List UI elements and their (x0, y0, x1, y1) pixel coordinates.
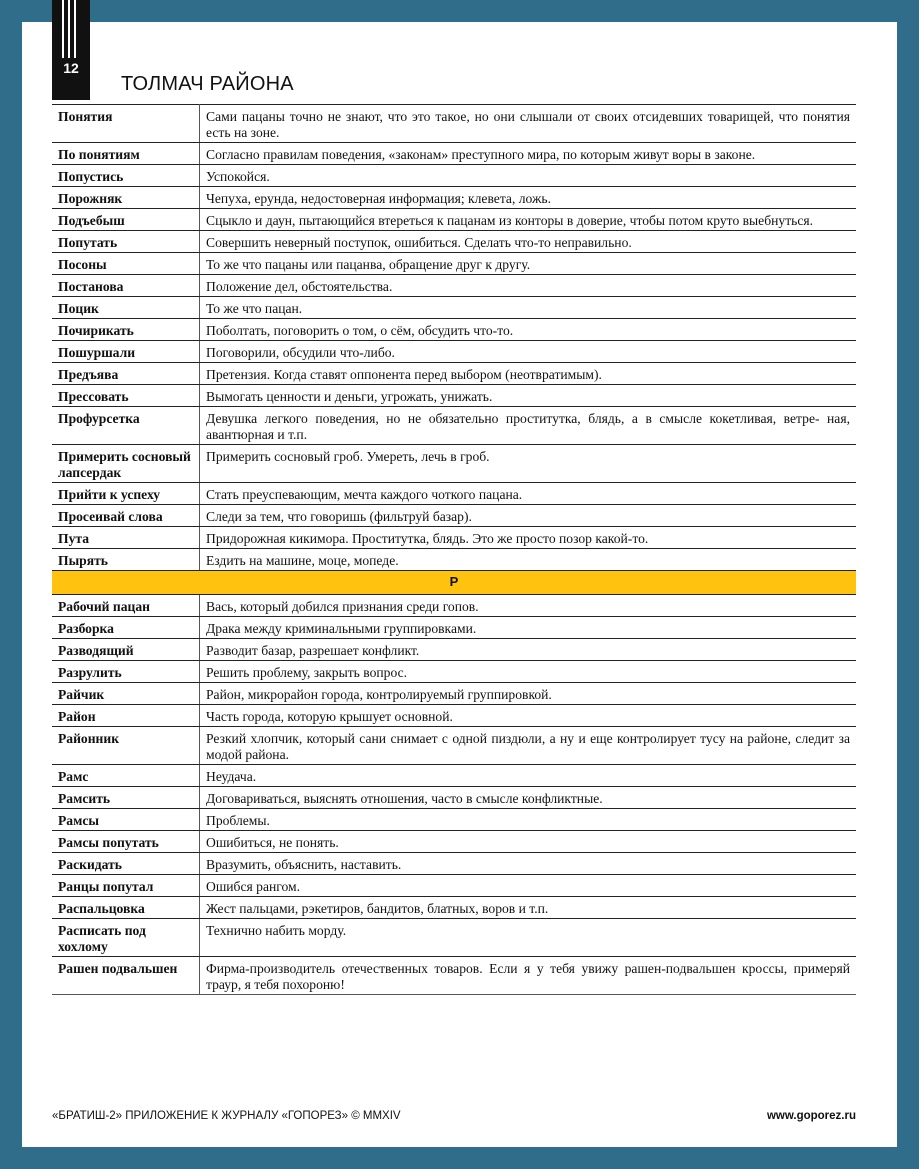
glossary-definition: Неудача. (200, 765, 857, 787)
glossary-row (52, 253, 856, 275)
glossary-term: Просеивай слова (52, 505, 200, 527)
glossary-row (52, 683, 856, 705)
glossary-term: Почирикать (52, 319, 200, 341)
glossary-term: Попутать (52, 231, 200, 253)
glossary-definition: Драка между криминальными группировками. (200, 617, 857, 639)
glossary-row (52, 957, 856, 995)
glossary-row (52, 187, 856, 209)
glossary-row (52, 787, 856, 809)
glossary-row (52, 897, 856, 919)
glossary-row (52, 875, 856, 897)
glossary-definition: Решить проблему, закрыть вопрос. (200, 661, 857, 683)
glossary-row (52, 319, 856, 341)
page (22, 22, 897, 1147)
glossary-row (52, 617, 856, 639)
glossary-term: Подъебыш (52, 209, 200, 231)
glossary-definition: Ошибся рангом. (200, 875, 857, 897)
glossary-row (52, 143, 856, 165)
glossary-definition: Поговорили, обсудили что-либо. (200, 341, 857, 363)
glossary-row (52, 363, 856, 385)
glossary-term: Рабочий пацан (52, 595, 200, 617)
glossary-term: Пошуршали (52, 341, 200, 363)
glossary-definition: Ездить на машине, моце, мопеде. (200, 549, 857, 571)
glossary-term: Рамсы попутать (52, 831, 200, 853)
section-letter-row (52, 571, 856, 595)
glossary-row (52, 527, 856, 549)
glossary-term: Район (52, 705, 200, 727)
glossary-term: Понятия (52, 105, 200, 143)
glossary-row (52, 765, 856, 787)
glossary-row (52, 231, 856, 253)
glossary-row (52, 209, 856, 231)
glossary-row (52, 809, 856, 831)
glossary-definition: Проблемы. (200, 809, 857, 831)
glossary-row (52, 297, 856, 319)
glossary-definition: Резкий хлопчик, который сани снимает с одной пиздюли, а ну и еще контролирует тусу на районе, следит за модой района. (200, 727, 857, 765)
glossary-term: Расписать под хохлому (52, 919, 200, 957)
glossary-row (52, 853, 856, 875)
glossary-term: Порожняк (52, 187, 200, 209)
glossary-definition: Следи за тем, что говоришь (фильтруй базар). (200, 505, 857, 527)
glossary-table (52, 104, 856, 995)
glossary-row (52, 505, 856, 527)
glossary-definition: Фирма-производитель отечественных товаров. Если я у тебя увижу рашен-подвальшен кроссы, примеряй траур, я тебя похороню! (200, 957, 857, 995)
page-tab (52, 0, 90, 100)
glossary-row (52, 105, 856, 143)
glossary-term: Прессовать (52, 385, 200, 407)
glossary-definition: Часть города, которую крышует основной. (200, 705, 857, 727)
section-letter: Р (52, 571, 856, 595)
glossary-row (52, 705, 856, 727)
glossary-definition: Чепуха, ерунда, недостоверная информация; клевета, ложь. (200, 187, 857, 209)
glossary-definition: Положение дел, обстоятельства. (200, 275, 857, 297)
page-number: 12 (63, 60, 79, 76)
glossary-definition: Договариваться, выяснять отношения, часто в смысле конфликтные. (200, 787, 857, 809)
glossary-term: По понятиям (52, 143, 200, 165)
glossary-row (52, 407, 856, 445)
glossary-definition: Согласно правилам поведения, «законам» преступного мира, по которым живут воры в законе. (200, 143, 857, 165)
glossary-definition: Успокойся. (200, 165, 857, 187)
glossary-term: Райчик (52, 683, 200, 705)
glossary-term: Рамс (52, 765, 200, 787)
glossary-row (52, 445, 856, 483)
glossary-term: Распальцовка (52, 897, 200, 919)
stripes-decoration (62, 0, 80, 58)
glossary-definition: Претензия. Когда ставят оппонента перед выбором (неотвратимым). (200, 363, 857, 385)
glossary-row (52, 727, 856, 765)
glossary-term: Профурсетка (52, 407, 200, 445)
glossary-definition: Совершить неверный поступок, ошибиться. Сделать что-то неправильно. (200, 231, 857, 253)
glossary-term: Пута (52, 527, 200, 549)
glossary-term: Разрулить (52, 661, 200, 683)
glossary-row (52, 595, 856, 617)
glossary-row (52, 549, 856, 571)
glossary-definition: Стать преуспевающим, мечта каждого чоткого пацана. (200, 483, 857, 505)
glossary-term: Пырять (52, 549, 200, 571)
glossary-term: Ранцы попутал (52, 875, 200, 897)
glossary-body (52, 105, 856, 995)
glossary-definition: Технично набить морду. (200, 919, 857, 957)
glossary-term: Постанова (52, 275, 200, 297)
page-title: ТОЛМАЧ РАЙОНА (121, 73, 294, 95)
glossary-definition: Сами пацаны точно не знают, что это такое, но они слышали от своих отсидевших товарищей, что понятия есть на зоне. (200, 105, 857, 143)
glossary-definition: Район, микрорайон города, контролируемый группировкой. (200, 683, 857, 705)
footer-website-link[interactable]: www.goporez.ru (766, 1110, 856, 1122)
glossary-definition: Девушка легкого поведения, но не обязательно проститутка, блядь, а в смысле кокетливая, ветре- ная, авантюрная и т.п. (200, 407, 857, 445)
glossary-definition: То же что пацан. (200, 297, 857, 319)
glossary-definition: Ошибиться, не понять. (200, 831, 857, 853)
glossary-term: Попустись (52, 165, 200, 187)
glossary-row (52, 165, 856, 187)
glossary-term: Разборка (52, 617, 200, 639)
glossary-term: Посоны (52, 253, 200, 275)
glossary-row (52, 385, 856, 407)
glossary-term: Раскидать (52, 853, 200, 875)
glossary-term: Предъява (52, 363, 200, 385)
glossary-definition: Придорожная кикимора. Проститутка, блядь. Это же просто позор какой-то. (200, 527, 857, 549)
glossary-row (52, 919, 856, 957)
glossary-term: Рамсить (52, 787, 200, 809)
footer-publication: «БРАТИШ-2» ПРИЛОЖЕНИЕ К ЖУРНАЛУ «ГОПОРЕЗ» © MMXIV (52, 1110, 401, 1122)
glossary-term: Поцик (52, 297, 200, 319)
glossary-term: Рамсы (52, 809, 200, 831)
glossary-definition: Поболтать, поговорить о том, о сём, обсудить что-то. (200, 319, 857, 341)
glossary-row (52, 661, 856, 683)
glossary-definition: Примерить сосновый гроб. Умереть, лечь в гроб. (200, 445, 857, 483)
glossary-definition: Жест пальцами, рэкетиров, бандитов, блатных, воров и т.п. (200, 897, 857, 919)
glossary-definition: Вымогать ценности и деньги, угрожать, унижать. (200, 385, 857, 407)
glossary-term: Прийти к успеху (52, 483, 200, 505)
glossary-definition: Разводит базар, разрешает конфликт. (200, 639, 857, 661)
glossary-definition: Вась, который добился признания среди гопов. (200, 595, 857, 617)
glossary-term: Рашен подвальшен (52, 957, 200, 995)
glossary-term: Разводящий (52, 639, 200, 661)
glossary-row (52, 639, 856, 661)
glossary-term: Районник (52, 727, 200, 765)
glossary-definition: Вразумить, объяснить, наставить. (200, 853, 857, 875)
glossary-definition: То же что пацаны или пацанва, обращение друг к другу. (200, 253, 857, 275)
glossary-row (52, 341, 856, 363)
glossary-row (52, 483, 856, 505)
glossary-row (52, 275, 856, 297)
glossary-term: Примерить сосновый лапсердак (52, 445, 200, 483)
glossary-row (52, 831, 856, 853)
glossary-definition: Сцыкло и даун, пытающийся втереться к пацанам из конторы в доверие, чтобы потом круто выебнуться. (200, 209, 857, 231)
